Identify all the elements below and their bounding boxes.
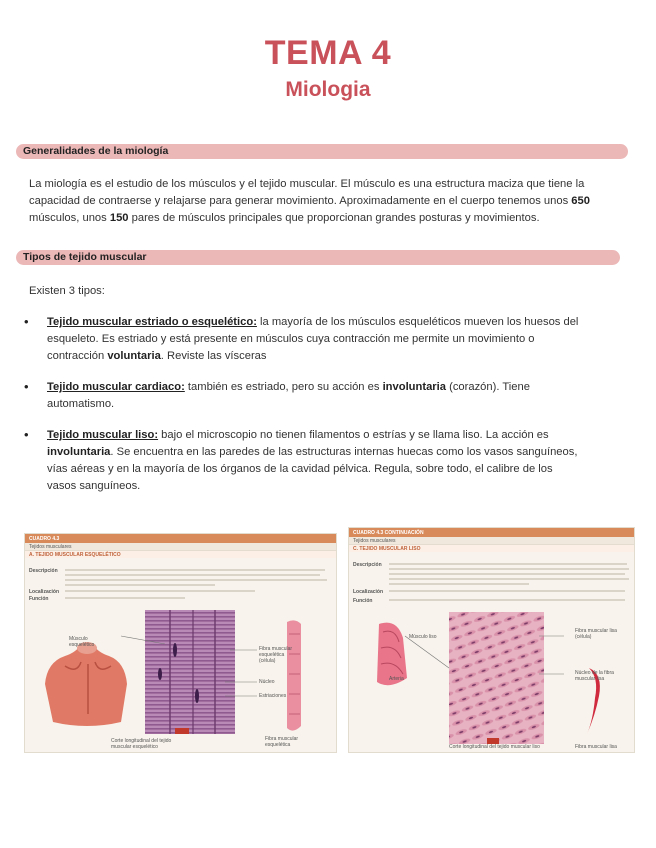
text-line	[389, 583, 529, 585]
figure-subheader-label: Tejidos musculares	[29, 544, 72, 550]
intro-text-d: pares de músculos principales que proporcionan grandes posturas y movimientos.	[128, 212, 540, 224]
figure-header-label: CUADRO 4.3	[29, 536, 60, 542]
types-intro: Existen 3 tipos:	[29, 285, 105, 297]
fiber-cell-icon	[287, 620, 301, 730]
figure-label: Músculo esquelético	[69, 636, 95, 648]
text-line	[389, 573, 625, 575]
tissue-micrograph	[145, 610, 235, 734]
text-line	[65, 597, 185, 599]
text-line	[389, 568, 629, 570]
cardiac-line-2: automatismo.	[47, 398, 115, 410]
figure-header	[349, 528, 634, 537]
text-line	[389, 599, 625, 601]
smooth-line-4: vasos sanguíneos.	[47, 480, 141, 492]
smooth-line-1	[47, 427, 637, 444]
torso-icon	[45, 642, 127, 726]
figure-subheader	[349, 537, 634, 545]
smooth-text-1: bajo el microscopio no tienen filamentos o estrías y se llama liso. La acción es	[158, 429, 549, 441]
figure-label: Núcleo de la fibra muscular lisa	[575, 670, 614, 682]
figure-label: Estriaciones	[259, 693, 287, 699]
keyword-involuntaria: involuntaria	[382, 381, 446, 393]
intro-line-2	[29, 193, 639, 210]
skeletal-muscle-illustration	[25, 604, 336, 752]
term-cardiac: Tejido muscular cardiaco:	[47, 381, 185, 393]
smooth-text-2b: . Se encuentra en las paredes de las estructuras internas huecas como los vasos sanguíneos,	[110, 446, 578, 458]
figure-caption: Corte longitudinal del tejido muscular esquelético	[111, 738, 172, 750]
intro-text-c: músculos, unos	[29, 212, 110, 224]
section-heading-generalidades: Generalidades de la miología	[23, 145, 169, 157]
text-line	[65, 569, 325, 571]
intro-line-1: La miología es el estudio de los músculos y el tejido muscular. El músculo es una estructura maciza que tiene la	[29, 178, 585, 190]
number-150: 150	[109, 212, 129, 224]
number-650: 650	[571, 195, 590, 207]
keyword-voluntaria: voluntaria	[107, 350, 161, 362]
list-item-cardiac	[47, 379, 637, 413]
section-heading-tipos: Tipos de tejido muscular	[23, 251, 147, 263]
skeletal-line-2: esqueleto. Es estriado y está presente en músculos cuya contracción me permite un movimiento o	[47, 333, 535, 345]
skeletal-text-3a: contracción	[47, 350, 108, 362]
text-line	[389, 578, 629, 580]
skeletal-text-3c: . Reviste las vísceras	[160, 350, 267, 362]
cardiac-line-1	[47, 379, 637, 396]
intro-text-b: capacidad de contraerse y relajarse para generar movimiento. Aproximadamente en el cuerpo tenemos unos	[29, 195, 572, 207]
page-subtitle: Miologia	[285, 78, 371, 101]
list-item-smooth	[47, 427, 637, 495]
smooth-line-3: vías aéreas y en la mayoría de los órganos de la cavidad pélvica. Regula, sobre todo, el calibre de los	[47, 463, 553, 475]
figure-row-label: Localización	[353, 589, 384, 595]
figure-section-label: A. TEJIDO MUSCULAR ESQUELÉTICO	[29, 552, 121, 558]
text-line	[65, 590, 255, 592]
text-line	[65, 579, 327, 581]
scale-badge	[175, 728, 189, 734]
figure-label: Fibra muscular esquelética (célula)	[259, 646, 293, 664]
intro-paragraph	[29, 176, 639, 227]
figure-header-label: CUADRO 4.3 CONTINUACIÓN	[353, 530, 424, 536]
section-heading-bar	[16, 250, 620, 265]
figure-row-label: Función	[353, 598, 373, 604]
figure-smooth-muscle	[348, 527, 635, 753]
figure-row-label: Descripción	[353, 562, 382, 568]
text-line	[65, 584, 215, 586]
intro-line-3	[29, 210, 639, 227]
figure-caption: Fibra muscular esquelética	[265, 736, 299, 748]
page-title: TEMA 4	[264, 34, 392, 72]
figure-caption: Fibra muscular lisa	[575, 744, 617, 750]
figure-subheader-label: Tejidos musculares	[353, 538, 396, 544]
section-heading-bar	[16, 144, 628, 159]
bullet-icon: •	[24, 427, 29, 442]
figure-skeletal-muscle	[24, 533, 337, 753]
figure-label: Fibra muscular lisa (célula)	[575, 628, 617, 640]
cardiac-text-1c: (corazón). Tiene	[445, 381, 530, 393]
figure-subheader	[25, 543, 336, 551]
figure-caption: Corte longitudinal del tejido muscular liso	[449, 744, 540, 750]
text-line	[389, 590, 625, 592]
bullet-icon: •	[24, 314, 29, 329]
smooth-line-2	[47, 444, 637, 461]
bullet-icon: •	[24, 379, 29, 394]
skeletal-line-1	[47, 314, 637, 331]
cardiac-text-1a: también es estriado, pero su acción es	[184, 381, 383, 393]
skeletal-line-3	[47, 348, 637, 365]
figure-section-label: C. TEJIDO MUSCULAR LISO	[353, 546, 421, 552]
list-item-skeletal	[47, 314, 637, 365]
figure-header	[25, 534, 336, 543]
figure-row-label: Función	[29, 596, 49, 602]
figure-section-bar	[25, 551, 336, 558]
figure-row-label: Localización	[29, 589, 60, 595]
term-smooth: Tejido muscular liso:	[47, 429, 159, 441]
figure-section-bar	[349, 545, 634, 552]
figure-label: Arteria	[389, 676, 404, 682]
figure-row-label: Descripción	[29, 568, 58, 574]
figure-label: Músculo liso	[409, 634, 437, 640]
skeletal-text-1: la mayoría de los músculos esqueléticos mueven los huesos del	[256, 316, 579, 328]
keyword-involuntaria: involuntaria	[47, 446, 111, 458]
tissue-micrograph	[449, 612, 544, 744]
term-skeletal: Tejido muscular estriado o esquelético:	[47, 316, 257, 328]
text-line	[65, 574, 320, 576]
figure-label: Núcleo	[259, 679, 275, 685]
text-line	[389, 563, 627, 565]
